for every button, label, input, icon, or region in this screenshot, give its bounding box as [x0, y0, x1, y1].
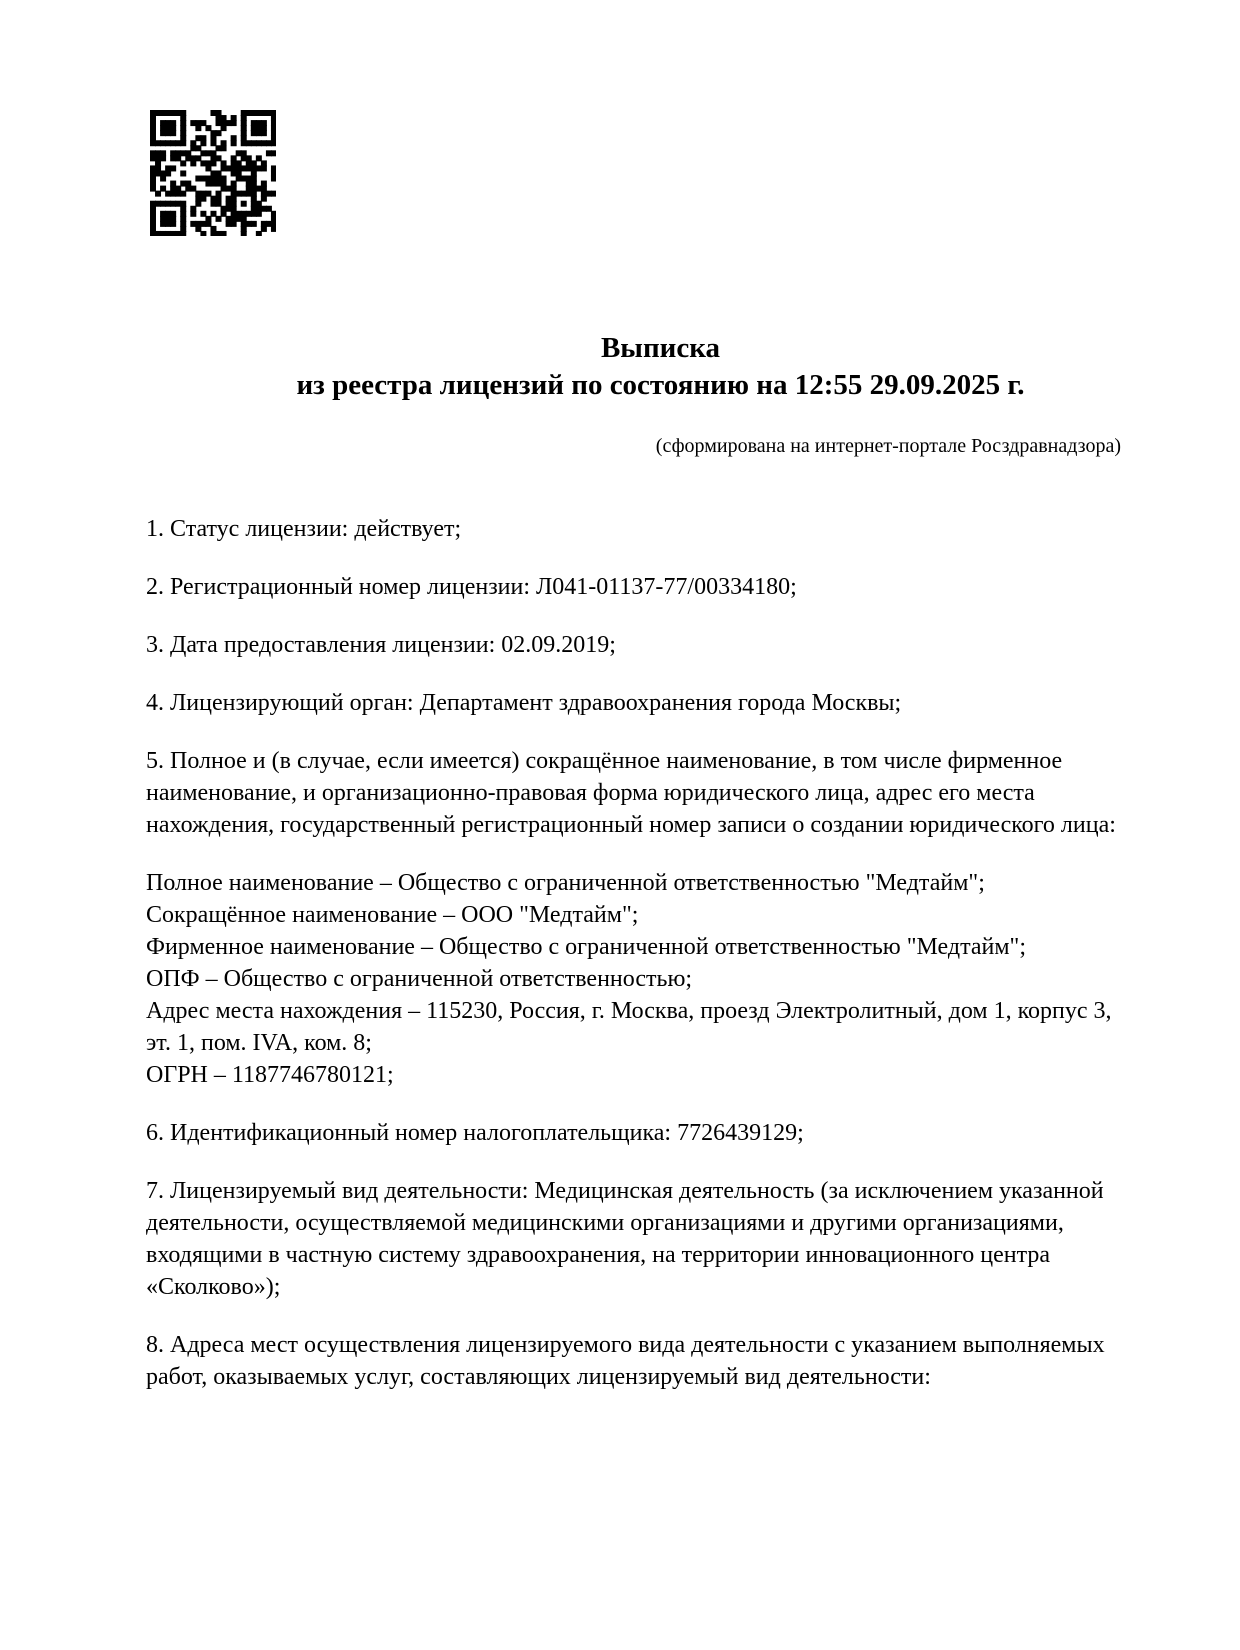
document-line: 7. Лицензируемый вид деятельности: Медицинская деятельность (за исключением указанной деятельности, осуществляемой медицинскими организациями и другими организациями, входящими в частную систему здравоохранения, на территории инновационного центра «Сколково»);	[146, 1178, 1104, 1300]
document-paragraph	[146, 687, 1121, 719]
document-line: ОПФ – Общество с ограниченной ответственностью;	[146, 966, 693, 992]
document-line: Сокращённое наименование – ООО "Медтайм";	[146, 902, 639, 928]
document-body	[146, 513, 1121, 1393]
document-line: 4. Лицензирующий орган: Департамент здравоохранения города Москвы;	[146, 690, 902, 716]
document-paragraph	[146, 513, 1121, 545]
document-line: 1. Статус лицензии: действует;	[146, 516, 462, 542]
document-line: Полное наименование – Общество с ограниченной ответственностью "Медтайм";	[146, 870, 985, 896]
document-line: Фирменное наименование – Общество с ограниченной ответственностью "Медтайм";	[146, 934, 1026, 960]
document-line: Адрес места нахождения – 115230, Россия, г. Москва, проезд Электролитный, дом 1, корпус 3, эт. 1, пом. IVA, ком. 8;	[146, 998, 1112, 1056]
document-line: 3. Дата предоставления лицензии: 02.09.2019;	[146, 632, 616, 658]
document-paragraph	[146, 629, 1121, 661]
document-paragraph	[146, 1329, 1121, 1393]
document-paragraph	[146, 867, 1121, 1091]
document-line: ОГРН – 1187746780121;	[146, 1062, 394, 1088]
document-paragraph	[146, 1117, 1121, 1149]
qr-code	[150, 110, 276, 236]
document-paragraph	[146, 1175, 1121, 1303]
document-line: 8. Адреса мест осуществления лицензируемого вида деятельности с указанием выполняемых работ, оказываемых услуг, составляющих лицензируемый вид деятельности:	[146, 1332, 1105, 1390]
document-line: 5. Полное и (в случае, если имеется) сокращённое наименование, в том числе фирменное наименование, и организационно-правовая форма юридического лица, адрес его места нахождения, государственный регистрационный номер записи о создании юридического лица:	[146, 748, 1116, 838]
title-line-1: Выписка	[600, 332, 721, 364]
document-line: 6. Идентификационный номер налогоплательщика: 7726439129;	[146, 1120, 804, 1146]
document-title	[173, 330, 1148, 404]
document-paragraph	[146, 571, 1121, 603]
title-line-2: из реестра лицензий по состоянию на 12:55 29.09.2025 г.	[296, 369, 1025, 401]
document-paragraph	[146, 745, 1121, 841]
document-subtitle: (сформирована на интернет-портале Росздравнадзора)	[655, 435, 1121, 457]
document-line: 2. Регистрационный номер лицензии: Л041-01137-77/00334180;	[146, 574, 797, 600]
qr-code-image	[150, 110, 276, 236]
